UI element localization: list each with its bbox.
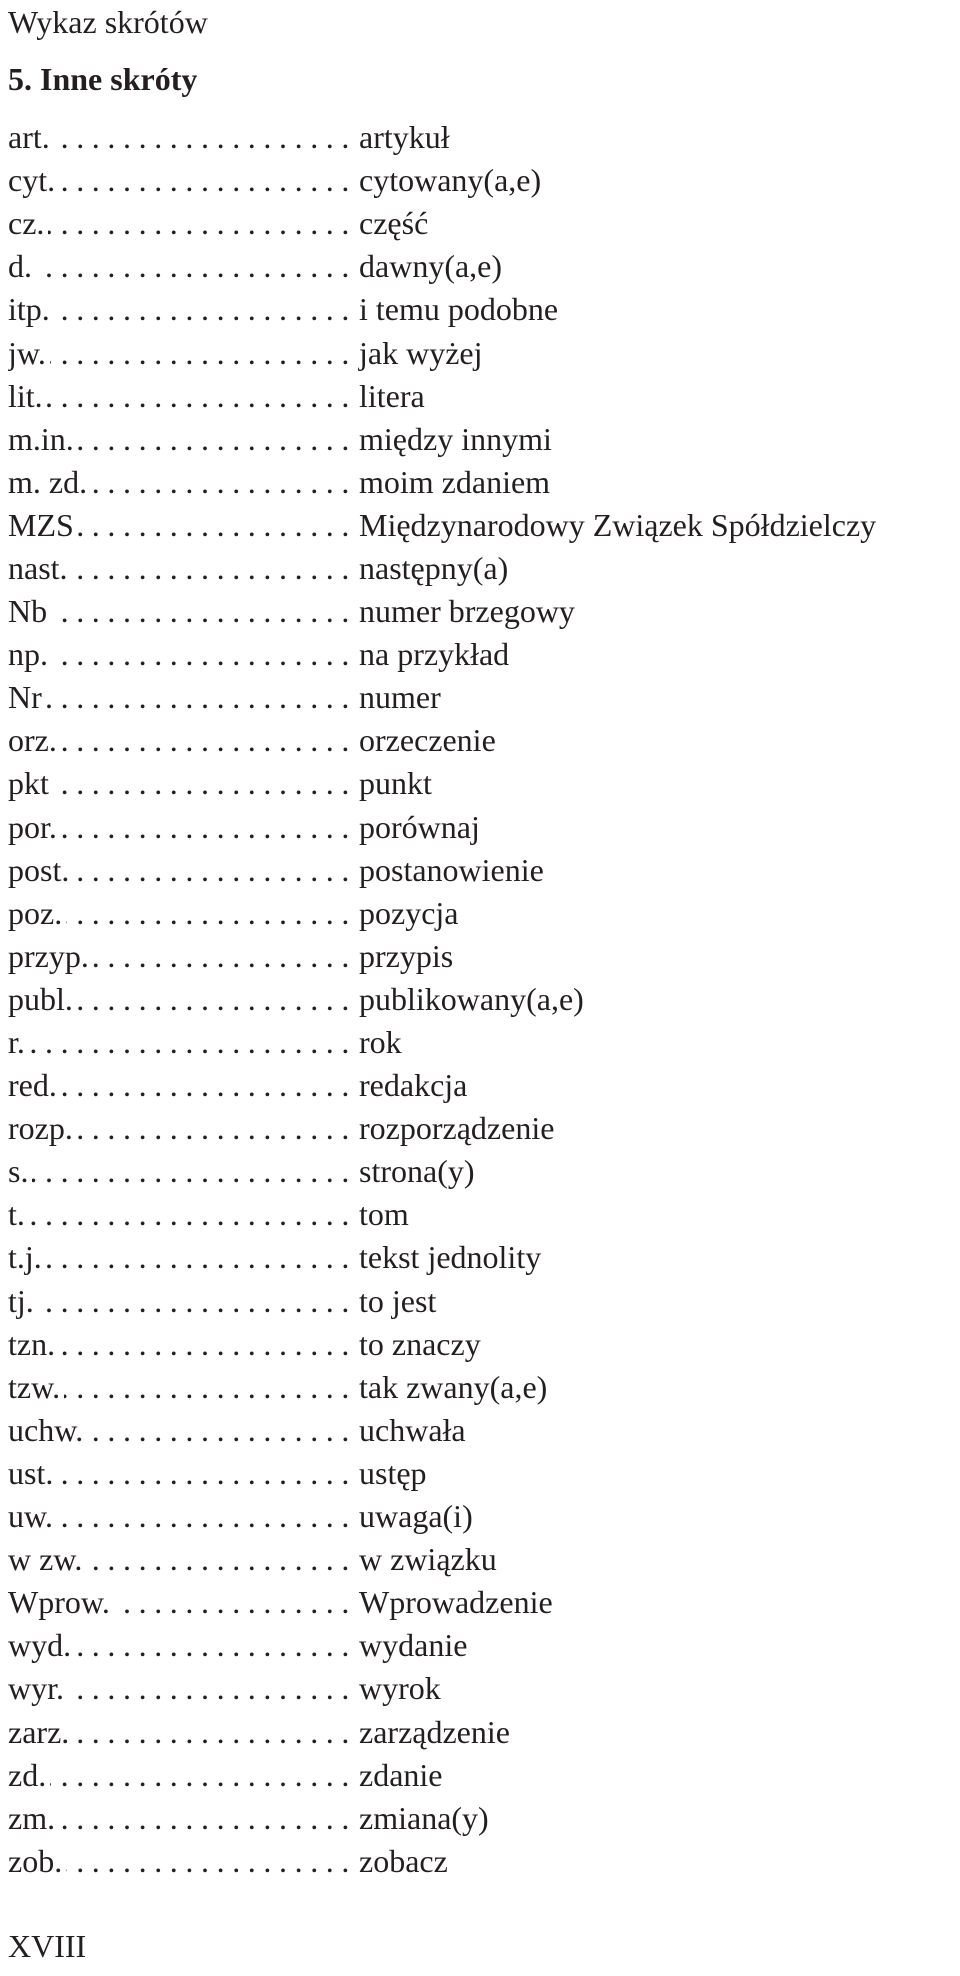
abbreviation-entry	[8, 1150, 953, 1193]
dot-leader	[57, 1495, 357, 1538]
abbreviation-term-cell	[8, 1538, 357, 1581]
dot-leader	[50, 1754, 357, 1797]
abbreviation-meaning: ustęp	[359, 1454, 427, 1491]
dot-leader	[77, 1107, 357, 1150]
abbreviation-entry	[8, 202, 953, 245]
abbreviation-meaning: zmiana(y)	[359, 1799, 489, 1836]
abbreviation-meaning: numer brzegowy	[359, 593, 575, 630]
abbreviation-term-cell	[8, 288, 357, 331]
abbreviation-term-cell	[8, 1280, 357, 1323]
abbreviation-term-cell	[8, 1711, 357, 1754]
abbreviation-meaning: uchwała	[359, 1411, 466, 1448]
abbreviation-entry	[8, 633, 953, 676]
abbreviation: zob.	[8, 1842, 63, 1879]
abbreviation-entry	[8, 590, 953, 633]
abbreviation: zd.	[8, 1756, 47, 1793]
dot-leader	[36, 245, 357, 288]
abbreviation-entry	[8, 1323, 953, 1366]
abbreviation-term-cell	[8, 1323, 357, 1366]
abbreviation-term-cell	[8, 1409, 357, 1452]
abbreviation-meaning: zdanie	[359, 1756, 443, 1793]
abbreviation-meaning: Międzynarodowy Związek Spółdzielczy	[359, 506, 877, 543]
abbreviation-entry	[8, 1366, 953, 1409]
abbreviation-entry	[8, 504, 953, 547]
abbreviation: uchw.	[8, 1411, 84, 1448]
abbreviation-meaning: to jest	[359, 1282, 437, 1319]
dot-leader	[64, 1366, 357, 1409]
abbreviation-term-cell	[8, 245, 357, 288]
abbreviation-meaning: moim zdaniem	[359, 463, 551, 500]
abbreviation-term-cell	[8, 1667, 357, 1710]
abbreviation: t.j.	[8, 1239, 42, 1276]
abbreviation-entry	[8, 1797, 953, 1840]
abbreviation-entry	[8, 1624, 953, 1667]
dot-leader	[78, 504, 357, 547]
abbreviation: art.	[8, 119, 50, 156]
abbreviation-term-cell	[8, 1624, 357, 1667]
dot-leader	[75, 1624, 357, 1667]
abbreviation-entry	[8, 1021, 953, 1064]
abbreviation-meaning: redakcja	[359, 1067, 468, 1104]
abbreviation-entry	[8, 762, 953, 805]
abbreviation: uw.	[8, 1498, 54, 1535]
abbreviation-entry	[8, 1710, 953, 1753]
abbreviation: tj.	[8, 1282, 34, 1319]
abbreviation-entry	[8, 331, 953, 374]
abbreviation-entry	[8, 978, 953, 1021]
abbreviation: wyd.	[8, 1627, 72, 1664]
dot-leader	[38, 1280, 357, 1323]
dot-leader	[77, 978, 357, 1021]
abbreviation: por.	[8, 808, 57, 845]
abbreviation-entry	[8, 1280, 953, 1323]
dot-leader	[61, 719, 357, 762]
dot-leader	[93, 935, 357, 978]
abbreviation-entry	[8, 1452, 953, 1495]
abbreviation-meaning: na przykład	[359, 636, 510, 673]
dot-leader	[57, 1452, 357, 1495]
abbreviation: Wprow.	[8, 1584, 110, 1621]
abbreviation: m. zd.	[8, 463, 88, 500]
abbreviation-entry	[8, 547, 953, 590]
dot-leader	[47, 375, 357, 418]
abbreviation-term-cell	[8, 1754, 357, 1797]
abbreviation: jw.	[8, 334, 46, 371]
abbreviation-meaning: i temu podobne	[359, 291, 559, 328]
dot-leader	[53, 762, 357, 805]
abbreviation-term-cell	[8, 116, 357, 159]
abbreviation-term-cell	[8, 1064, 357, 1107]
abbreviation-entry	[8, 1193, 953, 1236]
abbreviation-meaning: dawny(a,e)	[359, 248, 503, 285]
dot-leader	[59, 159, 357, 202]
abbreviation-meaning: zarządzenie	[359, 1713, 510, 1750]
abbreviation-term-cell	[8, 1366, 357, 1409]
abbreviation-entry	[8, 1495, 953, 1538]
page-number: XVIII	[8, 1928, 87, 1964]
abbreviation-term-cell	[8, 1236, 357, 1279]
abbreviation-entry	[8, 1840, 953, 1883]
abbreviation-meaning: wyrok	[359, 1670, 441, 1707]
abbreviation: post.	[8, 851, 70, 888]
abbreviation-meaning: punkt	[359, 765, 432, 802]
dot-leader	[91, 461, 357, 504]
dot-leader	[52, 633, 357, 676]
abbreviation: r.	[8, 1024, 25, 1061]
abbreviation-term-cell	[8, 547, 357, 590]
abbreviation: orz.	[8, 722, 57, 759]
abbreviation: itp.	[8, 291, 50, 328]
abbreviation: ust.	[8, 1454, 54, 1491]
abbreviation: nast.	[8, 549, 68, 586]
abbreviation: zm.	[8, 1799, 56, 1836]
section-title: 5. Inne skróty	[8, 61, 198, 97]
abbreviation: poz.	[8, 894, 63, 931]
abbreviation-meaning: rozporządzenie	[359, 1110, 555, 1147]
abbreviation-entry	[8, 806, 953, 849]
abbreviation-meaning: publikowany(a,e)	[359, 980, 584, 1017]
abbreviation-term-cell	[8, 1581, 357, 1624]
abbreviation-meaning: uwaga(i)	[359, 1498, 473, 1535]
abbreviation-meaning: między innymi	[359, 420, 552, 457]
abbreviation: publ.	[8, 980, 73, 1017]
dot-leader	[68, 1667, 357, 1710]
abbreviation-term-cell	[8, 762, 357, 805]
dot-leader	[66, 1840, 357, 1883]
abbreviation-meaning: orzeczenie	[359, 722, 496, 759]
abbreviation-meaning: tak zwany(a,e)	[359, 1368, 548, 1405]
abbreviation-term-cell	[8, 332, 357, 375]
abbreviation-entry	[8, 1064, 953, 1107]
abbreviation-entry	[8, 849, 953, 892]
abbreviation-entry	[8, 1667, 953, 1710]
abbreviation-entry	[8, 116, 953, 159]
dot-leader	[61, 1064, 357, 1107]
dot-leader	[61, 806, 357, 849]
abbreviation-meaning: postanowienie	[359, 851, 544, 888]
abbreviation-entry	[8, 1538, 953, 1581]
abbreviation-term-cell	[8, 504, 357, 547]
abbreviation-term-cell	[8, 202, 357, 245]
abbreviation: rozp.	[8, 1110, 73, 1147]
dot-leader	[73, 1711, 357, 1754]
dot-leader	[59, 1797, 357, 1840]
abbreviation: np.	[8, 636, 48, 673]
abbreviation-entry	[8, 935, 953, 978]
abbreviation-entry	[8, 418, 953, 461]
abbreviation-term-cell	[8, 159, 357, 202]
abbreviation-term-cell	[8, 633, 357, 676]
abbreviation: s.	[8, 1153, 29, 1190]
dot-leader	[51, 590, 357, 633]
abbreviation: wyr.	[8, 1670, 64, 1707]
abbreviation: m.in.	[8, 420, 74, 457]
dot-leader	[50, 332, 357, 375]
abbreviation-meaning: następny(a)	[359, 549, 509, 586]
abbreviation-term-cell	[8, 892, 357, 935]
abbreviation-term-cell	[8, 978, 357, 1021]
abbreviation-meaning: w związku	[359, 1541, 497, 1578]
abbreviation: pkt	[8, 765, 49, 802]
abbreviation: t.	[8, 1196, 25, 1233]
dot-leader	[46, 676, 357, 719]
abbreviation-meaning: jak wyżej	[359, 334, 483, 371]
abbreviation-entry	[8, 1107, 953, 1150]
abbreviation-entry	[8, 375, 953, 418]
abbreviation-entry	[8, 1236, 953, 1279]
abbreviation-meaning: część	[359, 205, 429, 242]
abbreviation-term-cell	[8, 418, 357, 461]
abbreviation: cyt.	[8, 162, 56, 199]
dot-leader	[46, 1236, 357, 1279]
abbreviation: Nb	[8, 593, 48, 630]
abbreviation-meaning: numer	[359, 679, 441, 716]
abbreviation-term-cell	[8, 935, 357, 978]
abbreviation-meaning: artykuł	[359, 119, 450, 156]
dot-leader	[29, 1021, 357, 1064]
dot-leader	[32, 1150, 357, 1193]
dot-leader	[54, 116, 357, 159]
abbreviation: przyp.	[8, 937, 89, 974]
dot-leader	[29, 1193, 357, 1236]
abbreviation-meaning: cytowany(a,e)	[359, 162, 542, 199]
abbreviation-term-cell	[8, 1107, 357, 1150]
abbreviation-meaning: pozycja	[359, 894, 459, 931]
abbreviation: d.	[8, 248, 32, 285]
abbreviation-term-cell	[8, 1452, 357, 1495]
abbreviation-entry	[8, 461, 953, 504]
abbreviation-term-cell	[8, 1495, 357, 1538]
abbreviation-meaning: przypis	[359, 937, 454, 974]
abbreviation-term-cell	[8, 461, 357, 504]
abbreviation: zarz.	[8, 1713, 70, 1750]
abbreviation-meaning: Wprowadzenie	[359, 1584, 553, 1621]
abbreviation-entry	[8, 1581, 953, 1624]
abbreviation-meaning: litera	[359, 377, 425, 414]
abbreviation-meaning: to znaczy	[359, 1325, 481, 1362]
abbreviation-entry	[8, 1409, 953, 1452]
abbreviation-meaning: porównaj	[359, 808, 480, 845]
abbreviation-term-cell	[8, 719, 357, 762]
abbreviation-term-cell	[8, 676, 357, 719]
abbreviation-meaning: tom	[359, 1196, 409, 1233]
abbreviation-term-cell	[8, 1797, 357, 1840]
dot-leader	[78, 418, 357, 461]
abbreviation: Nr	[8, 679, 42, 716]
abbreviation-meaning: strona(y)	[359, 1153, 475, 1190]
abbreviation-term-cell	[8, 1150, 357, 1193]
dot-leader	[48, 202, 357, 245]
abbreviation: tzn.	[8, 1325, 56, 1362]
abbreviation-term-cell	[8, 1021, 357, 1064]
abbreviation-entry	[8, 245, 953, 288]
abbreviation: cz.	[8, 205, 45, 242]
abbreviation-entry	[8, 892, 953, 935]
dot-leader	[59, 1323, 357, 1366]
abbreviation-meaning: wydanie	[359, 1627, 468, 1664]
abbreviation-term-cell	[8, 1193, 357, 1236]
running-header: Wykaz skrótów	[8, 4, 208, 40]
dot-leader	[114, 1581, 357, 1624]
dot-leader	[72, 547, 357, 590]
dot-leader	[66, 892, 357, 935]
abbreviation-entry	[8, 676, 953, 719]
abbreviation: red.	[8, 1067, 57, 1104]
abbreviation-term-cell	[8, 375, 357, 418]
abbreviation: MZS	[8, 506, 74, 543]
abbreviation-term-cell	[8, 806, 357, 849]
abbreviation-list	[8, 116, 953, 1883]
abbreviation-meaning: rok	[359, 1024, 402, 1061]
dot-leader	[54, 288, 357, 331]
abbreviation-entry	[8, 1754, 953, 1797]
abbreviation-entry	[8, 288, 953, 331]
dot-leader	[87, 1409, 357, 1452]
abbreviation: tzw.	[8, 1368, 61, 1405]
abbreviation: w zw.	[8, 1541, 83, 1578]
abbreviation-entry	[8, 719, 953, 762]
abbreviation-term-cell	[8, 849, 357, 892]
abbreviation-entry	[8, 159, 953, 202]
abbreviation-term-cell	[8, 1840, 357, 1883]
dot-leader	[73, 849, 357, 892]
abbreviation: lit.	[8, 377, 43, 414]
abbreviation-term-cell	[8, 590, 357, 633]
abbreviation-meaning: zobacz	[359, 1842, 448, 1879]
abbreviation-meaning: tekst jednolity	[359, 1239, 542, 1276]
dot-leader	[86, 1538, 357, 1581]
